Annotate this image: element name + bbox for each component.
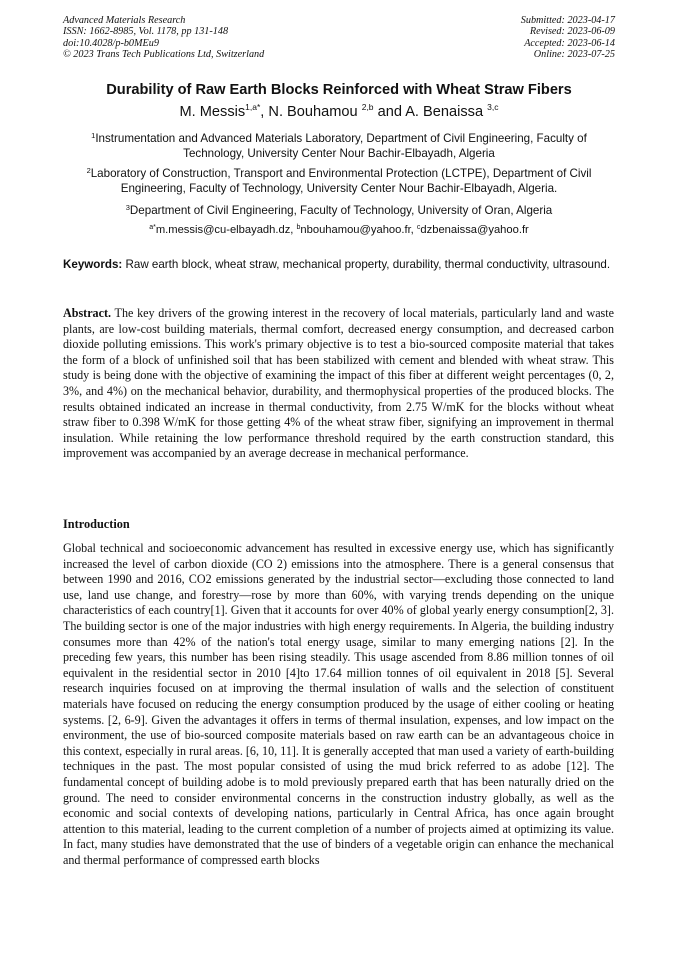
affiliation-superscript: 3: [125, 203, 130, 212]
author-separator: and: [373, 104, 406, 120]
keywords-paragraph: [63, 257, 614, 273]
abstract-text: The key drivers of the growing interest in the recovery of local materials, particularly land and waste plants, are low-cost building materials, thermal comfort, decreased energy consumption, and decreased carbon dioxide polluting emissions. This work's primary objective is to test a bio-sourced composite material that takes the form of a block of unfinished soil that has been stabilized with cement and blended with wheat straw. This study is being done with the objective of examining the impact of this fiber at different weight percentages (0, 2, 3%, and 4%) on the mechanical behavior, durability, and thermophysical properties of the produced blocks. The results obtained indicated an increase in thermal conductivity, from 2.75 W/mK for the blocks without wheat straw fiber to 0.398 W/mK for those getting 4% of the wheat straw fiber, signifying an improvement in thermal insulation. While retaining the low performance threshold required by the earth construction standard, this improvement was accompanied by an average decrease in mechanical performance.: [63, 306, 614, 461]
email-link[interactable]: m.messis@cu-elbayadh.dz,: [155, 224, 297, 236]
author-superscript: 2,b: [361, 102, 374, 112]
email-superscript: b: [296, 224, 301, 231]
author-superscript: 1,a*: [245, 102, 261, 112]
keywords-text: Raw earth block, wheat straw, mechanical property, durability, thermal conductivity, ultrasound.: [122, 258, 611, 271]
journal-name: Advanced Materials Research: [63, 15, 186, 26]
doi[interactable]: doi:10.4028/p-b0MEu9: [63, 37, 159, 49]
keywords-label: Keywords:: [63, 258, 123, 271]
email-link[interactable]: dzbenaissa@yahoo.fr: [420, 224, 529, 236]
publication-dates: [521, 15, 615, 60]
author-separator: ,: [260, 104, 269, 120]
author-name: M. Messis: [179, 104, 246, 120]
author-superscript: 3,c: [487, 102, 499, 112]
online-date: Online: 2023-07-25: [533, 48, 615, 60]
email-link[interactable]: nbouhamou@yahoo.fr,: [300, 224, 417, 236]
affiliation-superscript: 2: [86, 166, 91, 175]
email-superscript: c: [416, 224, 421, 231]
author-list: [0, 104, 678, 120]
affiliation-3: [60, 203, 618, 218]
affiliation-2: [60, 166, 618, 196]
copyright: © 2023 Trans Tech Publications Ltd, Switzerland: [63, 48, 265, 60]
affiliation-text: Department of Civil Engineering, Faculty of Technology, University of Oran, Algeria: [129, 204, 553, 217]
affiliation-superscript: 1: [91, 131, 96, 140]
affiliation-1: [60, 131, 618, 161]
paper-title: Durability of Raw Earth Blocks Reinforced with Wheat Straw Fibers: [106, 82, 572, 98]
revised-date: Revised: 2023-06-09: [529, 26, 615, 38]
introduction-heading: Introduction: [63, 517, 130, 531]
submitted-date: Submitted: 2023-04-17: [520, 15, 615, 26]
issn: ISSN: 1662-8985, Vol. 1178, pp 131-148: [63, 26, 229, 38]
author-name: A. Benaissa: [405, 104, 484, 120]
introduction-paragraph: Global technical and socioeconomic advancement has resulted in excessive energy use, which has significantly increased the level of carbon dioxide (CO 2) emissions into the atmosphere. There is a general consensus that between 1990 and 2016, CO2 emissions generated by the industrial sector—excluding those connected to land use, land use change, and forestry—rose by more than 60%, with varying trends depending on the unique characteristics of each country[1]. Given that it accounts for over 40% of global yearly energy consumption[2, 3]. The building sector is one of the major industries with high energy requirements. In Algeria, the building industry consumes more than 42% of the nation's total energy usage, similar to many emerging nations [2]. In the preceding few years, this number has been rising steadily. This usage ascended from 8.86 million tonnes of oil equivalent in the residential sector in 2010 [4]to 17.64 million tonnes of oil equivalent in 2018 [5]. Several research inquiries focused on at improving the thermal insulation of walls and the selection of constituent materials have focused on reducing the energy consumption produced by the usage of either cooling or heating systems. [2, 6-9]. Given the advantages it offers in terms of thermal insulation, expenses, and low impact on the environment, the use of bio-sourced composite materials based on raw earth can be an advantageous choice in this context, especially in rural areas. [6, 10, 11]. It is generally accepted that man used a variety of earth-building techniques in the past. The most popular consisted of using the mud brick referred to as adobe [12]. The fundamental concept of building adobe is to mold previously prepared earth that has been naturally dried on the ground. The need to consider environmental concerns in the construction industry globally, as well as the economic and social contexts of developing nations, particularly in Central Africa, has once again brought attention to this material, leading to the current completion of a number of projects aimed at optimizing its value. In fact, many studies have demonstrated that the use of binders of a vegetable origin can enhance the mechanical and thermal performance of compressed earth blocks: [63, 541, 614, 867]
journal-info: [63, 15, 264, 60]
accepted-date: Accepted: 2023-06-14: [524, 37, 615, 49]
email-superscript: a*: [149, 224, 156, 231]
author-name: N. Bouhamou: [268, 104, 358, 120]
affiliation-text: Instrumentation and Advanced Materials Laboratory, Department of Civil Engineering, Faculty of Technology, University Center Nour Bachir-Elbayadh, Algeria: [95, 132, 587, 160]
affiliation-text: Laboratory of Construction, Transport and Environmental Protection (LCTPE), Department of Civil Engineering, Faculty of Technology, University Center Nour Bachir-Elbayadh, Algeria.: [90, 167, 592, 195]
abstract-label: Abstract.: [63, 306, 112, 320]
email-list: [0, 224, 678, 236]
abstract-paragraph: [63, 306, 614, 462]
